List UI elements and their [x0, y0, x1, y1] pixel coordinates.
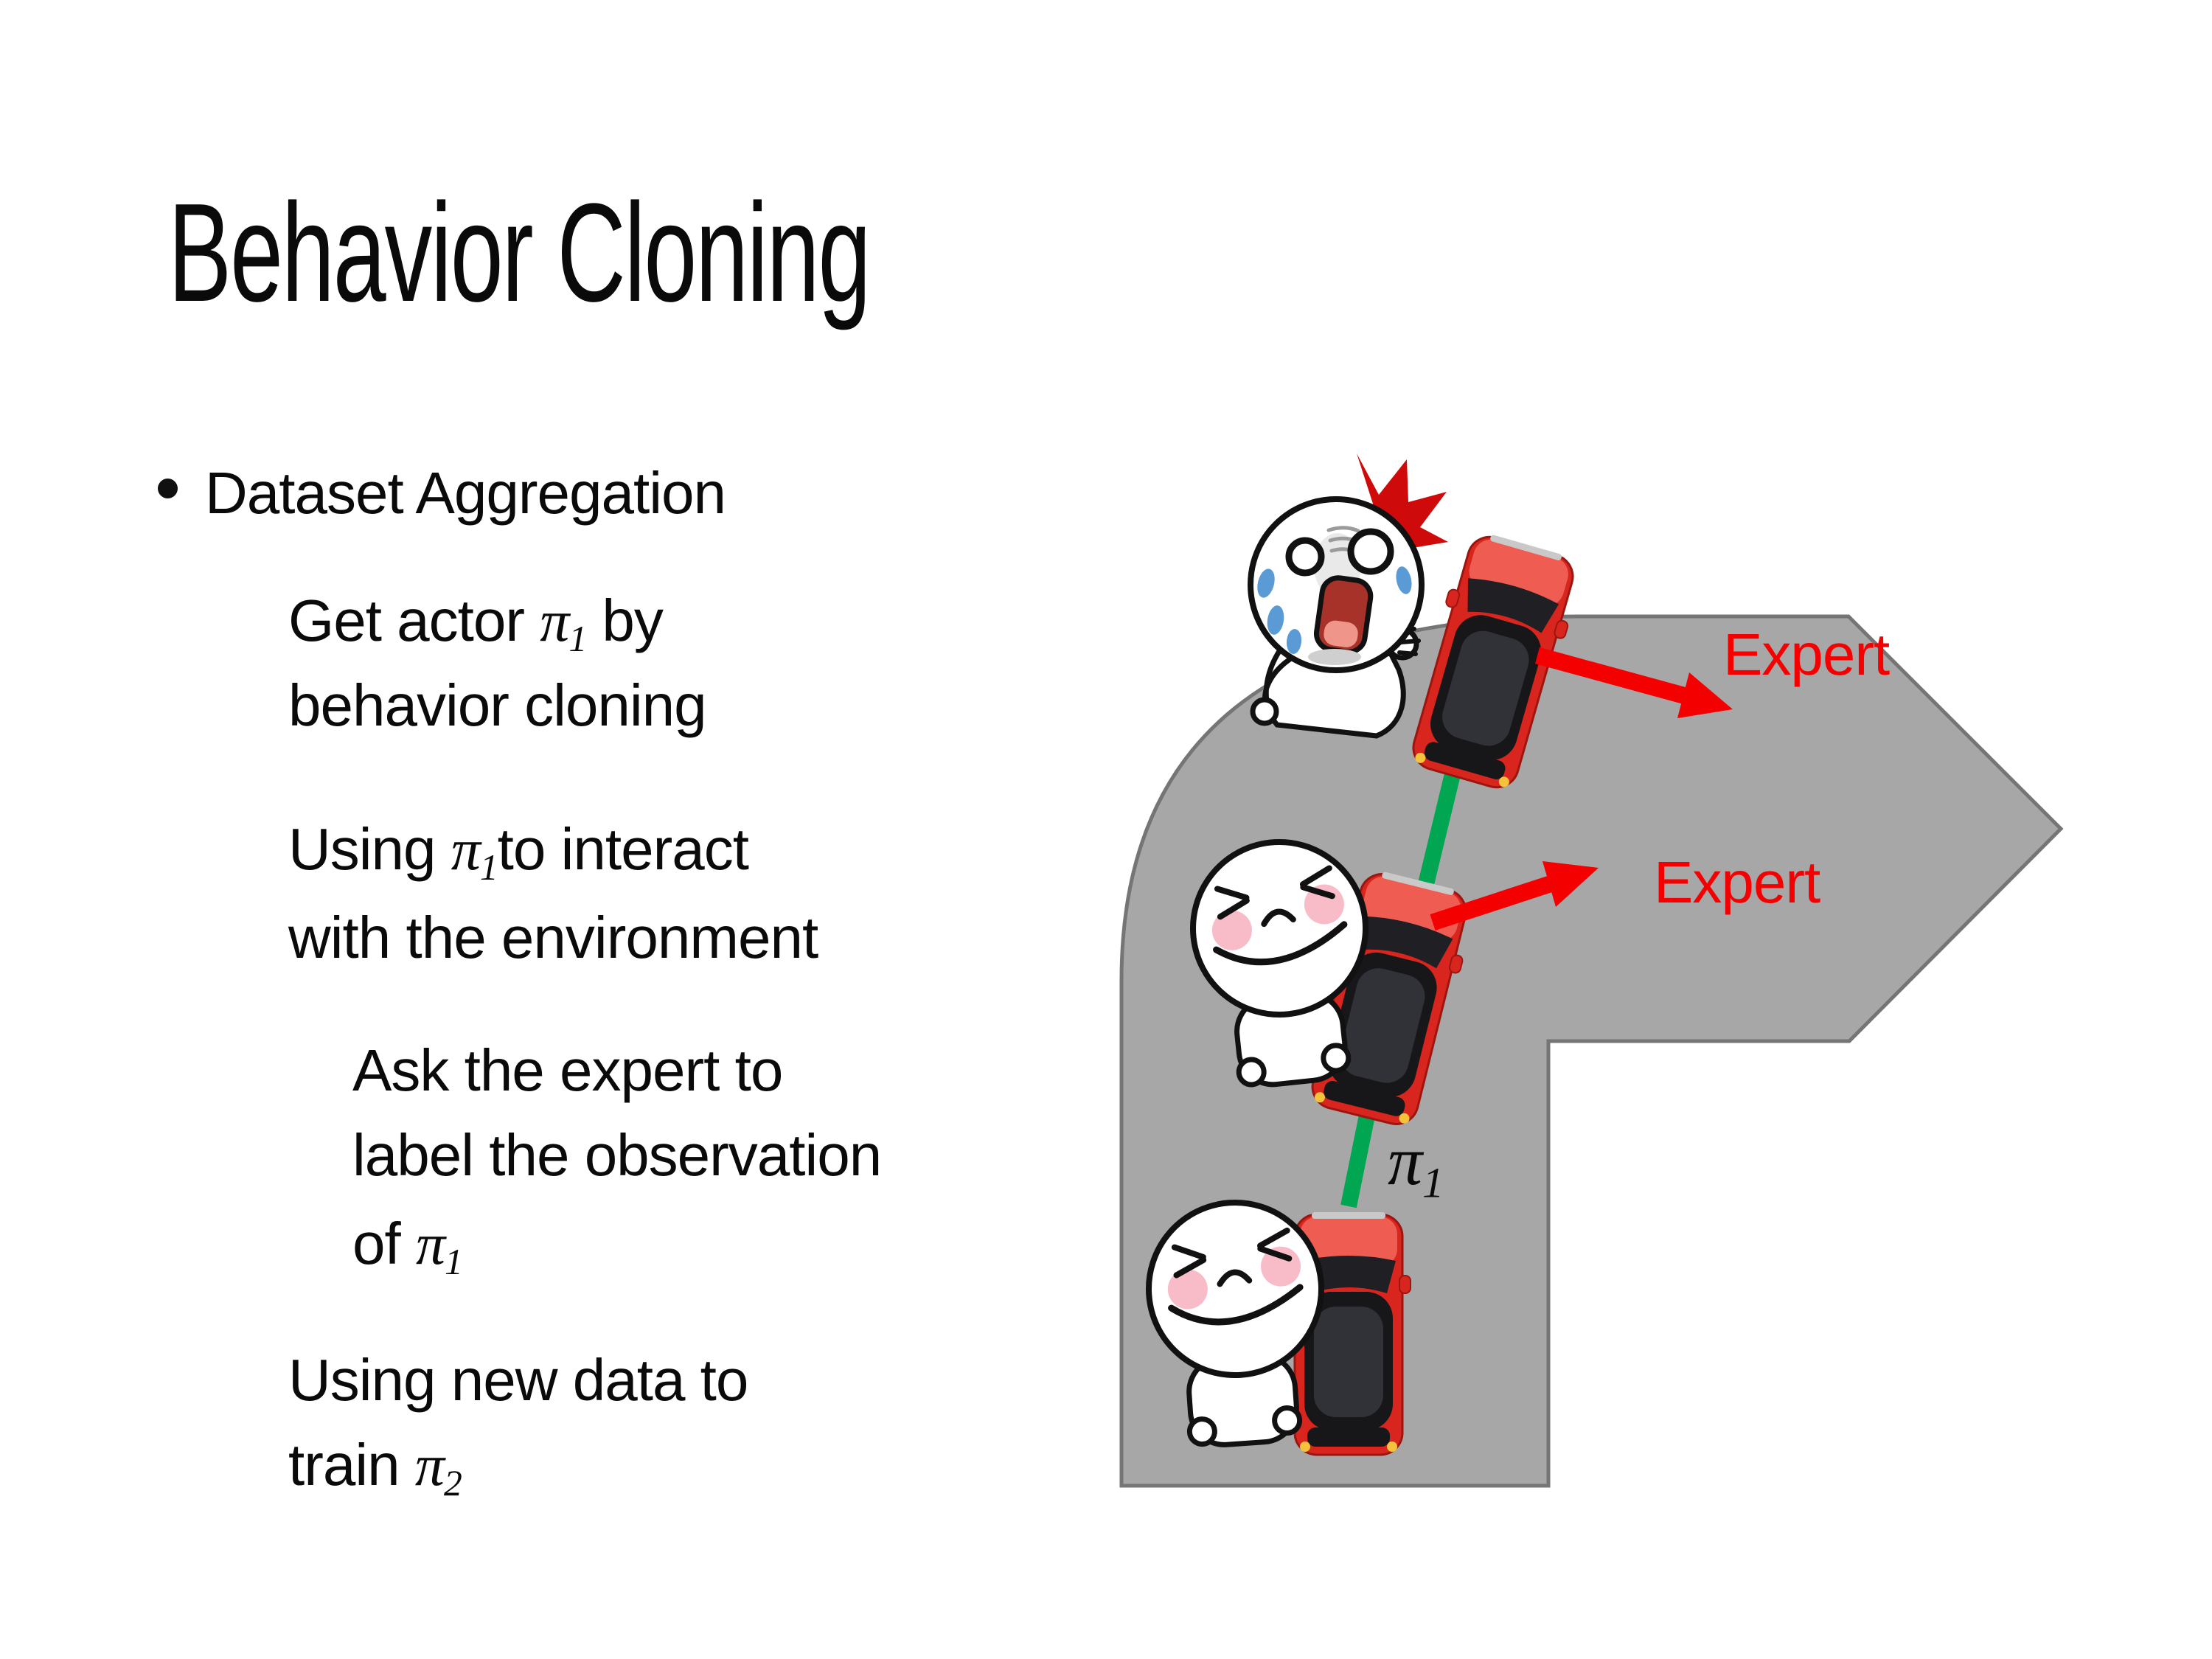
- step-interact-line-1: Using $\pi_1to$ interact: [288, 816, 748, 888]
- pi-1-trajectory-label: [1388, 1123, 1444, 1207]
- step-ask-expert-line-2: label the observation: [352, 1122, 882, 1188]
- step-ask-expert-line-3: of $\pi_1$: [352, 1211, 462, 1282]
- slide-title: Behavior Cloning: [168, 175, 870, 331]
- expert-label-middle: Expert: [1654, 849, 1820, 915]
- bullet-marker: [158, 479, 178, 498]
- step-get-actor-line-2: behavior cloning: [288, 672, 706, 738]
- pi-subscript: 1: [1422, 1158, 1444, 1207]
- bullet-text-dataset-aggregation: Dataset Aggregation: [205, 460, 726, 526]
- pi-symbol: π: [1388, 1123, 1423, 1200]
- step-interact-line-2: with the environment: [288, 905, 818, 970]
- step-train-line-2: train $\pi_2$: [288, 1432, 462, 1503]
- step-ask-expert-line-1: Ask the expert to: [352, 1037, 783, 1103]
- step-get-actor-line-1: Get actor $\pi_1$ by: [288, 588, 663, 659]
- expert-label-top: Expert: [1723, 622, 1890, 687]
- step-train-line-1: Using new data to: [288, 1347, 748, 1413]
